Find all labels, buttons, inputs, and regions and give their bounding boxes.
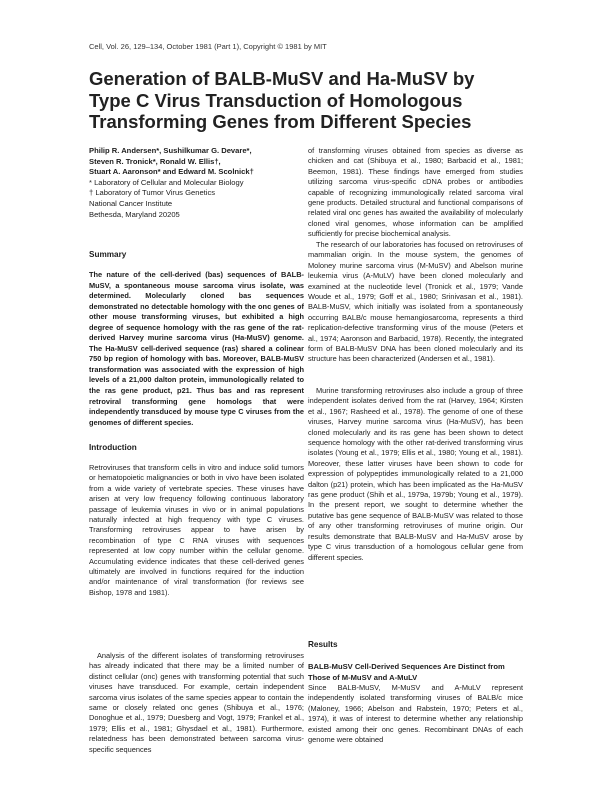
introduction-paragraph-1: Retroviruses that transform cells in vitro and induce solid tumors or hematopoietic malignancies or both in vivo have been isolated from a wide variety of vertebrate species. These viruses have arisen at very low frequency following continuous laboratory passage of leukemia viruses in vivo or in animal populations naturally infected at high frequency with type C viruses. Transforming retroviruses appear to have arisen by recombination of type C RNA viruses with sequences represented at low copy number within the cellular genome. Accumulating evidence indicates that these cell-derived genes ultimately are involved in functions required for the induction and/or maintenance of viral transformation (for reviews see Bishop, 1978 and 1981).	[89, 463, 304, 597]
author-names-line-1: Philip R. Andersen*, Sushilkumar G. Devare*,	[89, 146, 252, 155]
affiliation-line-2: † Laboratory of Tumor Virus Genetics	[89, 188, 216, 198]
author-block	[89, 146, 304, 220]
running-head: Cell, Vol. 26, 129–134, October 1981 (Part 1), Copyright © 1981 by MIT	[89, 42, 327, 51]
summary-heading: Summary	[89, 250, 127, 259]
author-names-line-2: Steven R. Tronick*, Ronald W. Ellis†,	[89, 156, 221, 166]
introduction-heading: Introduction	[89, 443, 137, 452]
results-subheading: BALB-MuSV Cell-Derived Sequences Are Distinct from Those of M-MuSV and A-MuLV	[308, 662, 505, 682]
introduction-paragraph-2: Analysis of the different isolates of transforming retroviruses has already indicated that there may be a limited number of distinct cellular (onc) genes with transforming potential that such viruses have transduced. For example, certain independent sarcoma virus isolates of the same species appear to contain the same or closely related onc genes (Shibuya et al., 1976; Donoghue et al., 1979; Duesberg and Vogt, 1979; Frankel et al., 1979; Ellis et al., 1981; Ghysdael et al., 1981). Furthermore, relatedness has been demonstrated between sarcoma virus-specific sequences	[89, 651, 304, 754]
right-column-paragraph-3: Murine transforming retroviruses also include a group of three independent isolates derived from the rat (Harvey, 1964; Kirsten et al., 1967; Rasheed et al., 1978). The genome of one of these viruses, Harvey murine sarcoma virus (Ha-MuSV), has been cloned molecularly and its ras gene has been shown to detect sequence homology with the other rat-derived transforming virus isolates (Young et al., 1979; Ellis et al., 1980; Young et al., 1981). Moreover, these latter viruses have been shown to code for expression of polypeptides immunologically related to a 21,000 dalton (p21) protein, which has been implicated as the Ha-MuSV ras gene product (Shih et al., 1979a, 1979b; Young et al., 1979). In the present report, we sought to determine whether the putative bas gene sequence of BALB-MuSV was related to those of any other transforming retroviruses of murine origin. Our results demonstrate that BALB-MuSV and Ha-MuSV arose by type C virus transduction of a homologous cellular gene from different species.	[308, 386, 523, 562]
summary-text: The nature of the cell-derived (bas) sequences of BALB-MuSV, a spontaneous mouse sarcoma virus isolate, was determined. Molecularly cloned bas sequences demonstrated no detectable homology with the onc genes of other mouse transforming viruses, but exhibited a high degree of sequence homology with the ras gene of the rat-derived Harvey murine sarcoma virus (Ha-MuSV) genome. The Ha-MuSV cell-derived sequence (ras) shared a colinear 750 bp region of homology with bas. Moreover, BALB-MuSV transformation was associated with the expression of high levels of a 21,000 dalton protein, immunologically related to the ras gene product, p21. Thus bas and ras represent retroviral transforming gene homologs that were independently transduced by mouse type C viruses from the genomes of different species.	[89, 270, 304, 427]
right-column-paragraph-2: The research of our laboratories has focused on retroviruses of mammalian origin. In the mouse system, the genomes of Moloney murine sarcoma virus (M-MuSV) and Abelson murine leukemia virus (A-MuLV) have been cloned molecularly and examined at the nucleotide level (Tronick et al., 1979; Vande Woude et al., 1979; Goff et al., 1980; Srinivasan et al., 1981). BALB-MuSV, which initially was isolated from a spontaneously occurring BALB/c mouse hemangiosarcoma, represents a third replication-defective transforming virus of the mouse (Peters et al., 1974; Aaronson and Barbacid, 1978). Recently, the integrated form of BALB-MuSV DNA has been cloned molecularly and its structure has been characterized (Andersen et al., 1981).	[308, 240, 523, 364]
article-title: Generation of BALB-MuSV and Ha-MuSV by Type C Virus Transduction of Homologous Transforming Genes from Different Species	[89, 68, 475, 132]
affiliation-line-1: * Laboratory of Cellular and Molecular Biology	[89, 177, 244, 187]
results-heading: Results	[308, 640, 338, 649]
right-column-paragraph-4: Since BALB-MuSV, M-MuSV and A-MuLV represent independently isolated transforming viruses of BALB/c mice (Maloney, 1966; Abelson and Rabstein, 1970; Peters et al., 1974), it was of interest to determine whether any relationship existed among their onc genes. Recombinant DNAs of each genome were obtained	[308, 683, 523, 745]
right-column-paragraph-1: of transforming viruses obtained from species as diverse as chicken and cat (Shibuya et al., 1980; Barbacid et al., 1981; Beemon, 1981). These findings have emerged from studies utilizing sarcoma virus-specific cDNA probes or antibodies capable of recognizing immunologically related sarcoma viral gene products. Detailed structural and functional comparisons of related viral onc genes has awaited the availability of molecularly cloned viral genomes, whose information can be amplified sufficiently for precise biochemical analysis.	[308, 146, 523, 239]
author-names-line-3: Stuart A. Aaronson* and Edward M. Scolnick†	[89, 167, 254, 177]
affiliation-line-4: Bethesda, Maryland 20205	[89, 209, 180, 219]
affiliation-line-3: National Cancer Institute	[89, 198, 173, 208]
